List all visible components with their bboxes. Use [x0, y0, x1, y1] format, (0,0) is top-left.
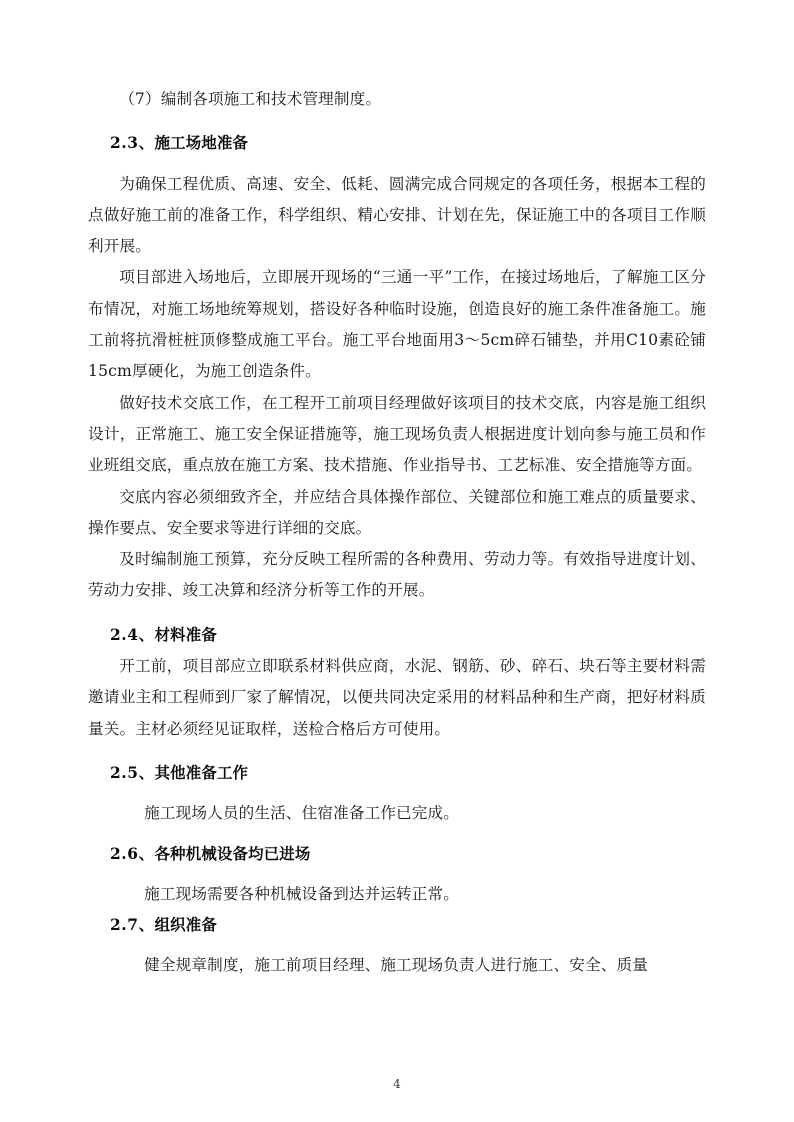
spacer: [88, 941, 706, 950]
paragraph-equipment: 施工现场需要各种机械设备到达并运转正常。: [144, 884, 460, 903]
item-7-paragraph: （7）编制各项施工和技术管理制度。: [119, 90, 382, 108]
paragraph-budget: 及时编制施工预算，充分反映工程所需的各种费用、劳动力等。有效指导进度计划、劳动力安排、竣工决算和经济分析等工作的开展。: [88, 550, 706, 600]
spacer: [88, 870, 706, 879]
heading-2-7: [88, 910, 706, 941]
heading-2-5: [88, 758, 706, 789]
heading-2-6: [88, 839, 706, 870]
paragraph-site-preparation-1: 为确保工程优质、高速、安全、低耗、圆满完成合同规定的各项任务，根据本工程的点做好施工前的准备工作，科学组织、精心安排、计划在先，保证施工中的各项目工作顺利开展。: [88, 174, 706, 256]
heading-2-3: [88, 128, 706, 159]
spacer: [88, 607, 706, 620]
spacer: [88, 160, 706, 169]
paragraph-other-preparation: 施工现场人员的生活、住宿准备工作已完成。: [144, 804, 460, 823]
heading-2-3-title: 施工场地准备: [154, 134, 249, 153]
paragraph-technical-disclosure-2: 交底内容必须细致齐全，并应结合具体操作部位、关键部位和施工难点的质量要求、操作要点、安全要求等进行详细的交底。: [88, 487, 706, 537]
spacer: [88, 830, 706, 839]
spacer: [88, 745, 706, 758]
heading-2-5-number: 2.5、: [110, 763, 155, 782]
document-body: [88, 84, 706, 982]
heading-2-7-number: 2.7、: [110, 916, 155, 935]
heading-2-5-title: 其他准备工作: [154, 763, 249, 782]
heading-2-4-number: 2.4、: [110, 625, 155, 644]
heading-2-4-title: 材料准备: [154, 625, 217, 644]
heading-2-3-number: 2.3、: [110, 134, 155, 153]
heading-2-6-number: 2.6、: [110, 844, 155, 863]
spacer: [88, 115, 706, 128]
paragraph-technical-disclosure-1: 做好技术交底工作，在工程开工前项目经理做好该项目的技术交底，内容是施工组织设计，正常施工、施工安全保证措施等，施工现场负责人根据进度计划向参与施工员和作业班组交底，重点放在施工方案、技术措施、作业指导书、工艺标准、安全措施等方面。: [88, 393, 706, 475]
paragraph-material-preparation: 开工前，项目部应立即联系材料供应商，水泥、钢筋、砂、碎石、块石等主要材料需邀请业主和工程师到厂家了解情况，以便共同决定采用的材料品种和生产商，把好材料质量关。主材必须经见证取样，送检合格后方可使用。: [88, 657, 706, 738]
heading-2-7-title: 组织准备: [154, 916, 217, 935]
page-footer: [0, 1073, 794, 1092]
spacer: [88, 789, 706, 798]
heading-2-4: [88, 620, 706, 651]
paragraph-organization: 健全规章制度，施工前项目经理、施工现场负责人进行施工、安全、质量: [144, 956, 648, 975]
heading-2-6-title: 各种机械设备均已进场: [154, 844, 311, 863]
page-number: 4: [393, 1077, 401, 1091]
paragraph-site-preparation-2: 项目部进入场地后，立即展开现场的“三通一平”工作，在接过场地后，了解施工区分布情况，对施工场地统筹规划，搭设好各种临时设施，创造良好的施工条件准备施工。施工前将抗滑桩桩顶修整成施工平台。施工平台地面用3～5cm碎石铺垫，并用C10素砼铺15cm厚硬化，为施工创造条件。: [88, 268, 706, 381]
